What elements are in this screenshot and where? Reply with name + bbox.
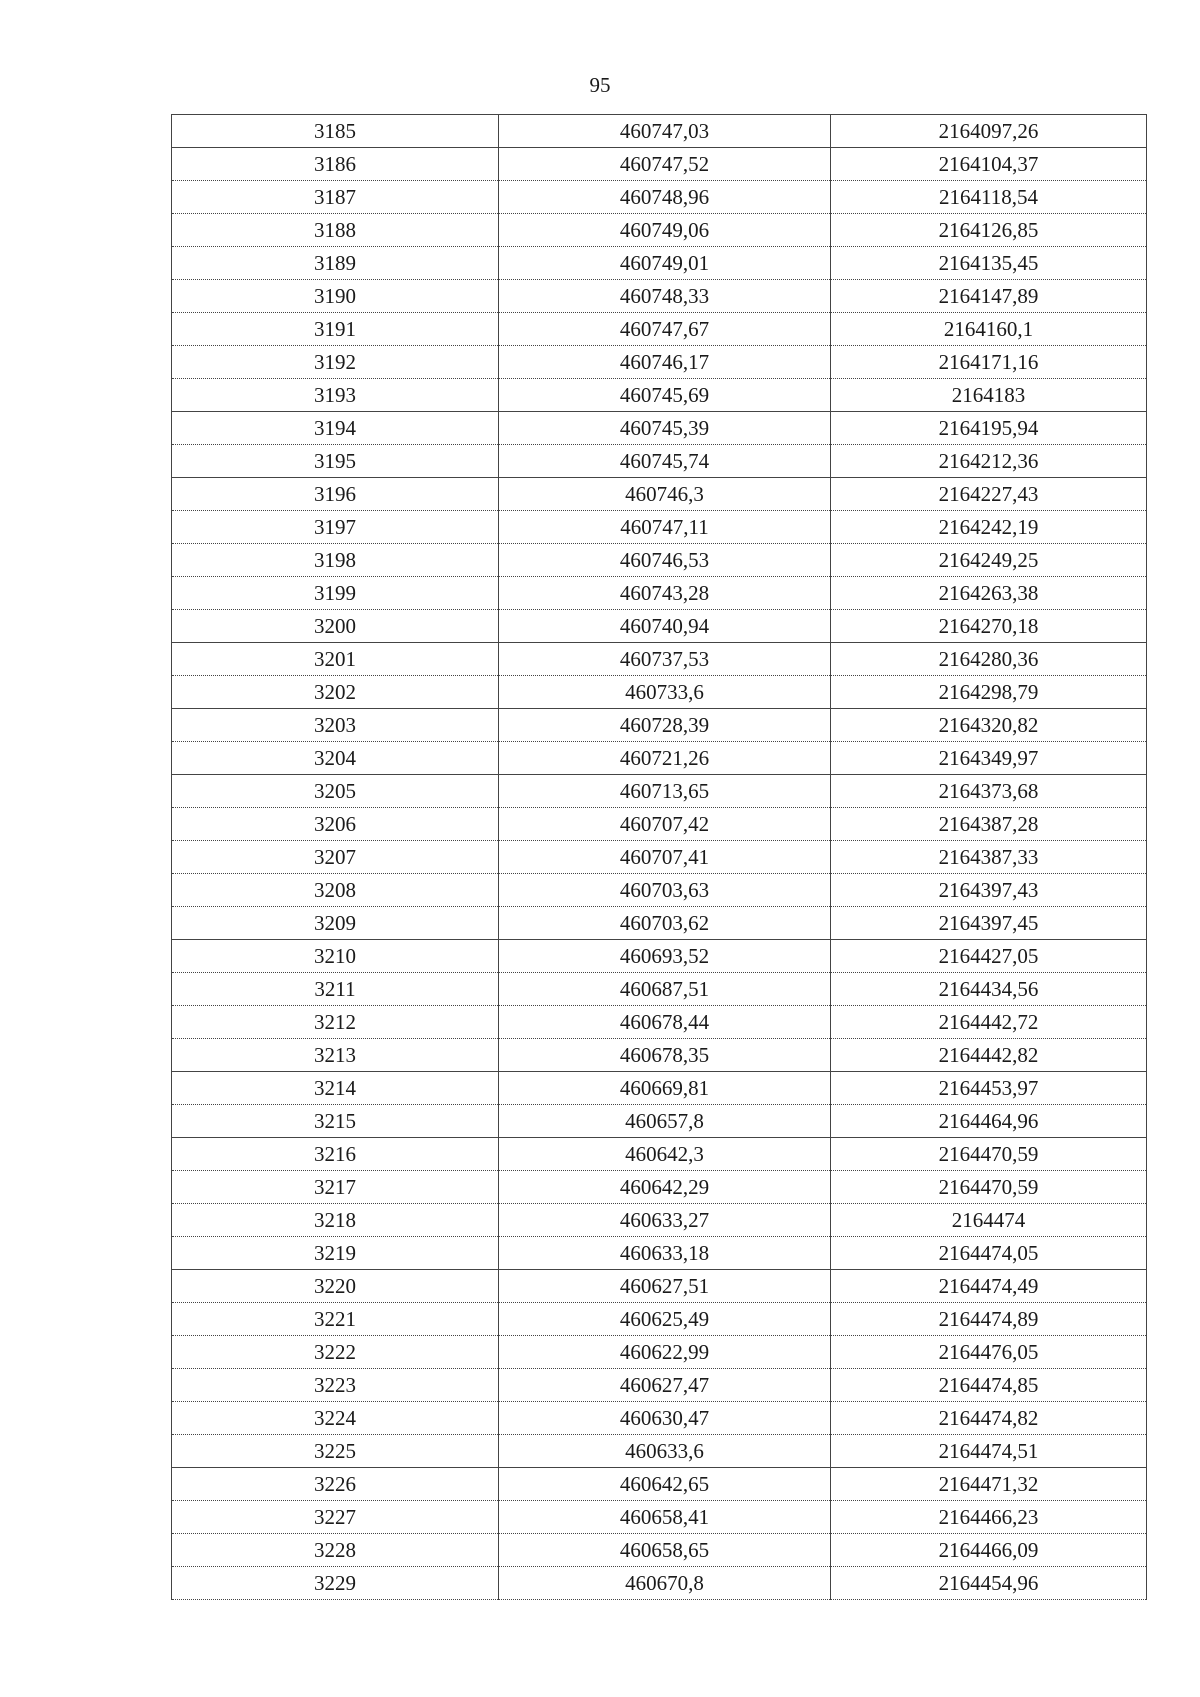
point-number-cell: 3217 [172,1171,499,1204]
table-row [172,1039,1147,1072]
table-row [172,775,1147,808]
table-row [172,709,1147,742]
x-coordinate-cell: 460642,65 [499,1468,831,1501]
x-coordinate-cell: 460703,62 [499,907,831,940]
point-number-cell: 3223 [172,1369,499,1402]
x-coordinate-cell: 460728,39 [499,709,831,742]
x-coordinate-cell: 460622,99 [499,1336,831,1369]
x-coordinate-cell: 460747,52 [499,148,831,181]
table-row [172,412,1147,445]
point-number-cell: 3186 [172,148,499,181]
y-coordinate-cell: 2164474 [831,1204,1147,1237]
x-coordinate-cell: 460693,52 [499,940,831,973]
point-number-cell: 3222 [172,1336,499,1369]
table-row [172,280,1147,313]
table-row [172,676,1147,709]
point-number-cell: 3210 [172,940,499,973]
point-number-cell: 3224 [172,1402,499,1435]
y-coordinate-cell: 2164097,26 [831,115,1147,148]
y-coordinate-cell: 2164474,51 [831,1435,1147,1468]
point-number-cell: 3219 [172,1237,499,1270]
x-coordinate-cell: 460749,06 [499,214,831,247]
x-coordinate-cell: 460747,67 [499,313,831,346]
point-number-cell: 3199 [172,577,499,610]
table-row [172,214,1147,247]
x-coordinate-cell: 460658,41 [499,1501,831,1534]
point-number-cell: 3192 [172,346,499,379]
point-number-cell: 3218 [172,1204,499,1237]
coordinates-table-body [172,115,1147,1600]
table-row [172,1435,1147,1468]
point-number-cell: 3191 [172,313,499,346]
point-number-cell: 3226 [172,1468,499,1501]
x-coordinate-cell: 460748,33 [499,280,831,313]
y-coordinate-cell: 2164126,85 [831,214,1147,247]
table-row [172,1006,1147,1039]
x-coordinate-cell: 460747,03 [499,115,831,148]
y-coordinate-cell: 2164349,97 [831,742,1147,775]
y-coordinate-cell: 2164227,43 [831,478,1147,511]
x-coordinate-cell: 460749,01 [499,247,831,280]
table-row [172,511,1147,544]
y-coordinate-cell: 2164453,97 [831,1072,1147,1105]
x-coordinate-cell: 460625,49 [499,1303,831,1336]
y-coordinate-cell: 2164434,56 [831,973,1147,1006]
point-number-cell: 3196 [172,478,499,511]
y-coordinate-cell: 2164427,05 [831,940,1147,973]
point-number-cell: 3221 [172,1303,499,1336]
table-row [172,907,1147,940]
point-number-cell: 3228 [172,1534,499,1567]
table-row [172,1501,1147,1534]
x-coordinate-cell: 460658,65 [499,1534,831,1567]
y-coordinate-cell: 2164104,37 [831,148,1147,181]
point-number-cell: 3214 [172,1072,499,1105]
table-row [172,544,1147,577]
y-coordinate-cell: 2164249,25 [831,544,1147,577]
x-coordinate-cell: 460687,51 [499,973,831,1006]
y-coordinate-cell: 2164470,59 [831,1171,1147,1204]
table-row [172,841,1147,874]
point-number-cell: 3194 [172,412,499,445]
table-row [172,115,1147,148]
x-coordinate-cell: 460707,41 [499,841,831,874]
y-coordinate-cell: 2164195,94 [831,412,1147,445]
table-row [172,181,1147,214]
x-coordinate-cell: 460630,47 [499,1402,831,1435]
table-row [172,1270,1147,1303]
y-coordinate-cell: 2164118,54 [831,181,1147,214]
y-coordinate-cell: 2164270,18 [831,610,1147,643]
table-row [172,346,1147,379]
y-coordinate-cell: 2164373,68 [831,775,1147,808]
x-coordinate-cell: 460747,11 [499,511,831,544]
y-coordinate-cell: 2164263,38 [831,577,1147,610]
table-row [172,577,1147,610]
table-row [172,940,1147,973]
y-coordinate-cell: 2164474,05 [831,1237,1147,1270]
point-number-cell: 3195 [172,445,499,478]
y-coordinate-cell: 2164397,43 [831,874,1147,907]
y-coordinate-cell: 2164476,05 [831,1336,1147,1369]
x-coordinate-cell: 460670,8 [499,1567,831,1600]
y-coordinate-cell: 2164183 [831,379,1147,412]
table-row [172,1105,1147,1138]
point-number-cell: 3211 [172,973,499,1006]
y-coordinate-cell: 2164320,82 [831,709,1147,742]
table-row [172,1369,1147,1402]
y-coordinate-cell: 2164147,89 [831,280,1147,313]
table-row [172,1204,1147,1237]
point-number-cell: 3207 [172,841,499,874]
y-coordinate-cell: 2164160,1 [831,313,1147,346]
y-coordinate-cell: 2164470,59 [831,1138,1147,1171]
coordinates-table [171,114,1147,1600]
point-number-cell: 3193 [172,379,499,412]
point-number-cell: 3204 [172,742,499,775]
x-coordinate-cell: 460713,65 [499,775,831,808]
y-coordinate-cell: 2164474,85 [831,1369,1147,1402]
table-row [172,1567,1147,1600]
y-coordinate-cell: 2164298,79 [831,676,1147,709]
table-row [172,379,1147,412]
x-coordinate-cell: 460678,44 [499,1006,831,1039]
point-number-cell: 3189 [172,247,499,280]
point-number-cell: 3203 [172,709,499,742]
table-row [172,1072,1147,1105]
point-number-cell: 3216 [172,1138,499,1171]
table-row [172,643,1147,676]
y-coordinate-cell: 2164454,96 [831,1567,1147,1600]
y-coordinate-cell: 2164135,45 [831,247,1147,280]
x-coordinate-cell: 460633,6 [499,1435,831,1468]
x-coordinate-cell: 460627,51 [499,1270,831,1303]
point-number-cell: 3201 [172,643,499,676]
table-row [172,742,1147,775]
table-row [172,610,1147,643]
table-row [172,1237,1147,1270]
x-coordinate-cell: 460721,26 [499,742,831,775]
point-number-cell: 3220 [172,1270,499,1303]
x-coordinate-cell: 460746,3 [499,478,831,511]
point-number-cell: 3200 [172,610,499,643]
x-coordinate-cell: 460743,28 [499,577,831,610]
point-number-cell: 3215 [172,1105,499,1138]
x-coordinate-cell: 460737,53 [499,643,831,676]
point-number-cell: 3190 [172,280,499,313]
table-row [172,478,1147,511]
y-coordinate-cell: 2164280,36 [831,643,1147,676]
x-coordinate-cell: 460707,42 [499,808,831,841]
point-number-cell: 3225 [172,1435,499,1468]
y-coordinate-cell: 2164466,09 [831,1534,1147,1567]
table-row [172,1336,1147,1369]
x-coordinate-cell: 460733,6 [499,676,831,709]
x-coordinate-cell: 460627,47 [499,1369,831,1402]
table-row [172,1138,1147,1171]
x-coordinate-cell: 460642,3 [499,1138,831,1171]
y-coordinate-cell: 2164397,45 [831,907,1147,940]
table-row [172,247,1147,280]
point-number-cell: 3229 [172,1567,499,1600]
x-coordinate-cell: 460642,29 [499,1171,831,1204]
y-coordinate-cell: 2164474,82 [831,1402,1147,1435]
y-coordinate-cell: 2164171,16 [831,346,1147,379]
point-number-cell: 3213 [172,1039,499,1072]
x-coordinate-cell: 460633,18 [499,1237,831,1270]
y-coordinate-cell: 2164474,89 [831,1303,1147,1336]
point-number-cell: 3227 [172,1501,499,1534]
x-coordinate-cell: 460657,8 [499,1105,831,1138]
table-row [172,445,1147,478]
point-number-cell: 3208 [172,874,499,907]
point-number-cell: 3187 [172,181,499,214]
point-number-cell: 3202 [172,676,499,709]
x-coordinate-cell: 460740,94 [499,610,831,643]
x-coordinate-cell: 460703,63 [499,874,831,907]
y-coordinate-cell: 2164464,96 [831,1105,1147,1138]
y-coordinate-cell: 2164387,28 [831,808,1147,841]
x-coordinate-cell: 460746,53 [499,544,831,577]
x-coordinate-cell: 460633,27 [499,1204,831,1237]
point-number-cell: 3197 [172,511,499,544]
x-coordinate-cell: 460745,39 [499,412,831,445]
y-coordinate-cell: 2164442,82 [831,1039,1147,1072]
y-coordinate-cell: 2164387,33 [831,841,1147,874]
point-number-cell: 3206 [172,808,499,841]
page-number: 95 [589,73,611,97]
table-row [172,1468,1147,1501]
y-coordinate-cell: 2164471,32 [831,1468,1147,1501]
y-coordinate-cell: 2164242,19 [831,511,1147,544]
table-row [172,874,1147,907]
point-number-cell: 3205 [172,775,499,808]
y-coordinate-cell: 2164212,36 [831,445,1147,478]
point-number-cell: 3198 [172,544,499,577]
point-number-cell: 3188 [172,214,499,247]
table-row [172,1402,1147,1435]
point-number-cell: 3209 [172,907,499,940]
y-coordinate-cell: 2164474,49 [831,1270,1147,1303]
table-row [172,148,1147,181]
x-coordinate-cell: 460746,17 [499,346,831,379]
x-coordinate-cell: 460748,96 [499,181,831,214]
table-row [172,1171,1147,1204]
table-row [172,808,1147,841]
table-row [172,1303,1147,1336]
point-number-cell: 3212 [172,1006,499,1039]
table-row [172,1534,1147,1567]
x-coordinate-cell: 460669,81 [499,1072,831,1105]
y-coordinate-cell: 2164442,72 [831,1006,1147,1039]
table-row [172,313,1147,346]
x-coordinate-cell: 460745,74 [499,445,831,478]
x-coordinate-cell: 460745,69 [499,379,831,412]
x-coordinate-cell: 460678,35 [499,1039,831,1072]
table-row [172,973,1147,1006]
point-number-cell: 3185 [172,115,499,148]
y-coordinate-cell: 2164466,23 [831,1501,1147,1534]
